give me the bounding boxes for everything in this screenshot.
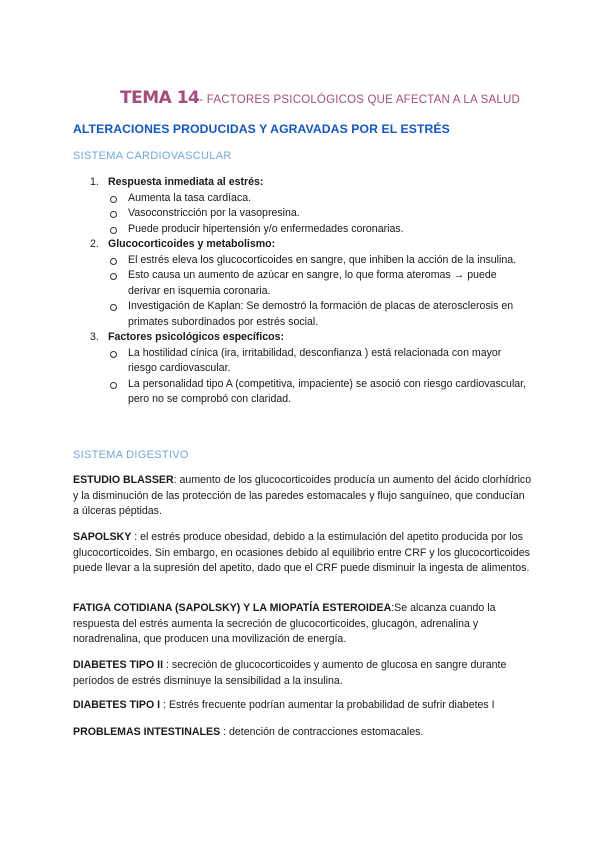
list-item-title: Respuesta inmediata al estrés: xyxy=(108,176,264,188)
bullet-icon xyxy=(110,258,117,265)
sub-item xyxy=(90,346,530,377)
list-number: 1. xyxy=(90,176,99,188)
sub-item xyxy=(90,253,530,269)
sub-item xyxy=(90,377,530,408)
paragraph-label: DIABETES TIPO I xyxy=(73,699,161,711)
paragraph-text: : Estrés frecuente podrían aumentar la probabilidad de sufrir diabetes I xyxy=(160,699,495,711)
bullet-icon xyxy=(110,196,117,203)
list-number: 2. xyxy=(90,238,99,250)
paragraph-diabetes-1 xyxy=(73,698,533,714)
paragraph-label: SAPOLSKY xyxy=(73,531,132,543)
sub-item-text: El estrés eleva los glucocorticoides en sangre, que inhiben la acción de la insulina. xyxy=(128,253,517,266)
sub-item-text: La personalidad tipo A (competitiva, impaciente) se asoció con riesgo cardiovascular, pero no se comprobó con claridad. xyxy=(128,377,527,405)
bullet-icon xyxy=(110,304,117,311)
paragraph-intestinales xyxy=(73,725,533,741)
title-main: TEMA 14 xyxy=(120,88,200,108)
bullet-icon xyxy=(110,382,117,389)
paragraph-label: DIABETES TIPO II xyxy=(73,659,164,671)
paragraph-text: :Se alcanza cuando la respuesta del estrés aumenta la secreción de glucocorticoides, glucagón, adrenalina y noradrenalina, que producen una movilización de energía. xyxy=(73,602,496,645)
sub-item xyxy=(90,191,530,207)
paragraph-text: : secreción de glucocorticoides y aumento de glucosa en sangre durante períodos de estrés disminuye la sensibilidad a la insulina. xyxy=(73,659,507,687)
sub-item xyxy=(90,268,530,299)
list-item-title: Factores psicológicos específicos: xyxy=(108,331,285,343)
paragraph-sapolsky xyxy=(73,530,533,577)
paragraph-text: : aumento de los glucocorticoides producía un aumento del ácido clorhídrico y la disminución de las protección de las paredes estomacales y flujo sanguíneo, que conducían a úlceras péptidas. xyxy=(73,474,532,517)
section-heading: ALTERACIONES PRODUCIDAS Y AGRAVADAS POR EL ESTRÉS xyxy=(73,122,450,136)
sub-item-text: Puede producir hipertensión y/o enfermedades coronarias. xyxy=(128,222,404,235)
paragraph-text: : el estrés produce obesidad, debido a la estimulación del apetito producida por los glucocorticoides. Sin embargo, en ocasiones debido al equilibrio entre CRF y los glucocorticoides puede llevar a la supresión del apetito, dado que el CRF puede disminuir la ingesta de alimentos. xyxy=(73,531,530,574)
title-subtitle: - FACTORES PSICOLÓGICOS QUE AFECTAN A LA SALUD xyxy=(199,94,520,106)
paragraph-fatiga xyxy=(73,601,533,648)
list-item xyxy=(90,237,530,253)
paragraph-diabetes-2 xyxy=(73,658,533,689)
paragraph-label: FATIGA COTIDIANA (SAPOLSKY) Y LA MIOPATÍA ESTEROIDEA xyxy=(73,602,392,614)
bullet-icon xyxy=(110,351,117,358)
sub-item-text: Esto causa un aumento de azúcar en sangre, lo que forma ateromas → puede derivar en isquemia coronaria. xyxy=(128,269,497,297)
sub-item xyxy=(90,206,530,222)
sub-item-text: La hostilidad cínica (ira, irritabilidad, desconfianza ) está relacionada con mayor riesgo cardiovascular. xyxy=(128,346,502,374)
paragraph-label: PROBLEMAS INTESTINALES xyxy=(73,726,221,738)
list-item xyxy=(90,175,530,191)
list-item-title: Glucocorticoides y metabolismo: xyxy=(108,238,276,250)
cardio-list xyxy=(90,175,530,408)
list-number: 3. xyxy=(90,331,99,343)
sub-item xyxy=(90,222,530,238)
list-item xyxy=(90,330,530,346)
cardio-heading: SISTEMA CARDIOVASCULAR xyxy=(73,150,232,162)
bullet-icon xyxy=(110,211,117,218)
sub-item-text: Aumenta la tasa cardíaca. xyxy=(128,191,252,204)
bullet-icon xyxy=(110,227,117,234)
paragraph-blasser xyxy=(73,473,533,520)
paragraph-label: ESTUDIO BLASSER xyxy=(73,474,174,486)
page-title xyxy=(120,88,540,108)
paragraph-text: : detención de contracciones estomacales. xyxy=(220,726,424,738)
digest-heading: SISTEMA DIGESTIVO xyxy=(73,449,189,461)
sub-item-text: Investigación de Kaplan: Se demostró la formación de placas de aterosclerosis en primates subordinados por estrés social. xyxy=(128,300,514,328)
sub-item-text: Vasoconstricción por la vasopresina. xyxy=(128,207,300,219)
bullet-icon xyxy=(110,273,117,280)
sub-item xyxy=(90,299,530,330)
